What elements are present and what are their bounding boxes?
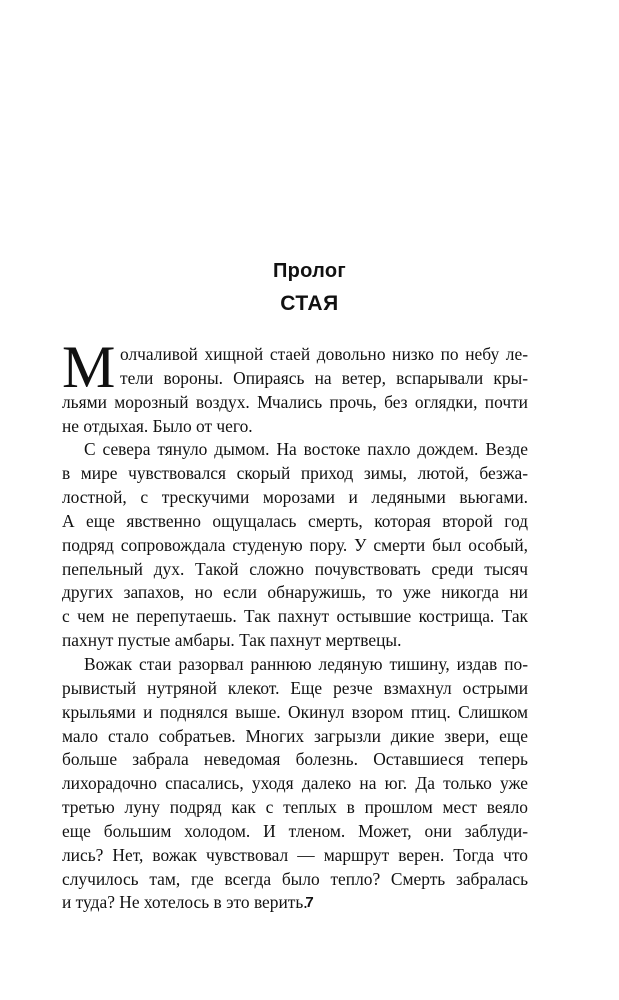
text-line: подряд сопровождала студеную пору. У смерти был особый, [62, 534, 528, 555]
text-line: лись? Нет, вожак чувствовал — маршрут верен. Тогда что [62, 844, 528, 865]
text-line: мало стало собратьев. Многих загрызли дикие звери, еще [62, 725, 528, 746]
text-line: пахнут пустые амбары. Так пахнут мертвецы. [62, 630, 402, 651]
text-line: больше забрала неведомая болезнь. Оставшиеся теперь [62, 749, 528, 770]
text-line: не отдыхая. Было от чего. [62, 415, 253, 436]
text-line: С севера тянуло дымом. На востоке пахло дождем. Везде [84, 439, 528, 460]
text-line: пепельный дух. Такой сложно почувствовать среди тысяч [62, 558, 528, 579]
text-line: других запахов, но если обнаружишь, то уже никогда ни [62, 582, 528, 603]
text-line: с чем не перепутаешь. Так пахнут остывшие кострища. Так [62, 606, 528, 627]
text-line: в мире чувствовался скорый приход зимы, лютой, безжа- [62, 463, 528, 484]
text-line: крыльями и поднялся выше. Окинул взором птиц. Слишком [62, 701, 528, 722]
text-line: лихорадочно спасались, уходя далеко на юг. Да только уже [62, 773, 528, 794]
text-line: рывистый нутряной клекот. Еще резче взмахнул острыми [62, 677, 528, 698]
text-line: и туда? Не хотелось в это верить. [62, 892, 308, 913]
text-line: Вожак стаи разорвал раннюю ледяную тишину, издав по- [84, 653, 528, 674]
text-line: А еще явственно ощущалась смерть, которая второй год [62, 510, 528, 531]
drop-cap: М [62, 334, 116, 400]
text-line: случилось там, где всегда было тепло? Смерть забралась [62, 868, 528, 889]
text-line: тели вороны. Опираясь на ветер, вспарывали кры- [120, 367, 528, 388]
text-line: еще большим холодом. И тленом. Может, они заблуди- [62, 820, 528, 841]
body-text [62, 334, 528, 915]
chapter-label: Пролог [272, 260, 347, 282]
text-line: олчаливой хищной стаей довольно низко по небу ле- [120, 344, 528, 364]
text-line: льями морозный воздух. Мчались прочь, без оглядки, почти [62, 391, 528, 412]
chapter-title: СТАЯ [280, 292, 339, 315]
text-line: лостной, с трескучими морозами и ледяными вьюгами. [62, 487, 528, 508]
page-number: 7 [305, 894, 314, 911]
text-line: третью луну подряд как с теплых в прошлом мест веяло [62, 797, 528, 818]
